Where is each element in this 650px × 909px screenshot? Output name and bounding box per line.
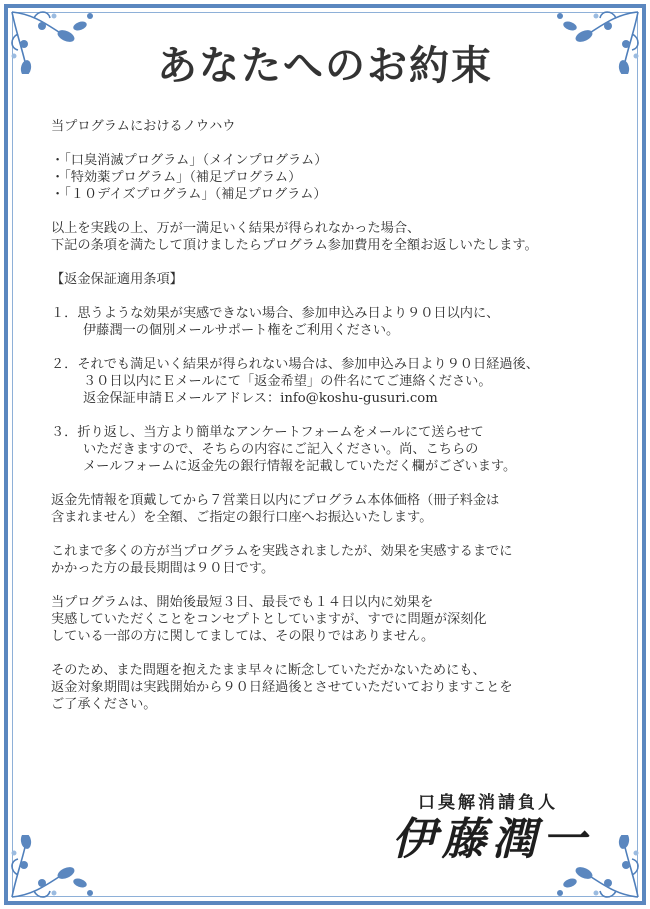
paragraph-line: 実感していただくことをコンセプトとしていますが、すでに問題が深刻化 [51, 612, 487, 627]
paragraph-line: 当プログラムは、開始後最短３日、最長でも１４日以内に効果を [51, 595, 434, 610]
term-line: 伊藤潤一の個別メールサポート権をご利用ください。 [83, 323, 400, 338]
floral-corner-ornament [4, 835, 104, 905]
terms-heading: 【返金保証適用条項】 [51, 272, 183, 287]
refund-email: 返金保証申請Ｅメールアドレス：info@koshu-gusuri.com [83, 391, 438, 406]
signature-role: 口臭解消請負人 [418, 793, 558, 813]
term-line: ２．それでも満足いく結果が得られない場合は、参加申込み日より９０日経過後、 [51, 357, 539, 372]
term-line: ３．折り返し、当方より簡単なアンケートフォームをメールにて送らせて [51, 425, 484, 440]
intro-text: 当プログラムにおけるノウハウ [51, 119, 236, 134]
paragraph-line: 下記の条項を満たして頂けましたらプログラム参加費用を全額お返しいたします。 [51, 238, 538, 253]
program-item: ・「特効薬プログラム」（補足プログラム） [51, 170, 302, 185]
term-line: メールフォームに返金先の銀行情報を記載していただく欄がございます。 [83, 459, 517, 474]
paragraph-line: これまで多くの方が当プログラムを実践されましたが、効果を実感するまでに [51, 544, 513, 559]
signature-name: 伊藤潤一 [392, 814, 592, 865]
page-title: あなたへのお約束 [157, 42, 493, 89]
paragraph-line: 返金対象期間は実践開始から９０日経過後とさせていただいておりますことを [51, 680, 513, 695]
paragraph-line: 返金先情報を頂戴してから７営業日以内にプログラム本体価格（冊子料金は [51, 493, 500, 508]
paragraph-line: かかった方の最長期間は９０日です。 [51, 561, 275, 576]
term-line: いただきますので、そちらの内容にご記入ください。尚、こちらの [83, 442, 479, 457]
document-body [51, 118, 611, 713]
term-line: １．思うような効果が実感できない場合、参加申込み日より９０日以内に、 [51, 306, 500, 321]
program-item: ・「１０デイズプログラム」（補足プログラム） [51, 187, 327, 202]
paragraph-line: そのため、また問題を抱えたまま早々に断念していただかないためにも、 [51, 663, 486, 678]
paragraph-line: 含まれません）を全額、ご指定の銀行口座へお振込いたします。 [51, 510, 433, 525]
program-item: ・「口臭消滅プログラム」（メインプログラム） [51, 153, 328, 168]
paragraph-line: ご了承ください。 [51, 697, 157, 712]
paragraph-line: 以上を実践の上、万が一満足いく結果が得られなかった場合、 [51, 221, 421, 236]
term-line: ３０日以内にＥメールにて「返金希望」の件名にてご連絡ください。 [83, 374, 492, 389]
paragraph-line: している一部の方に関してましては、その限りではありません。 [51, 629, 435, 644]
